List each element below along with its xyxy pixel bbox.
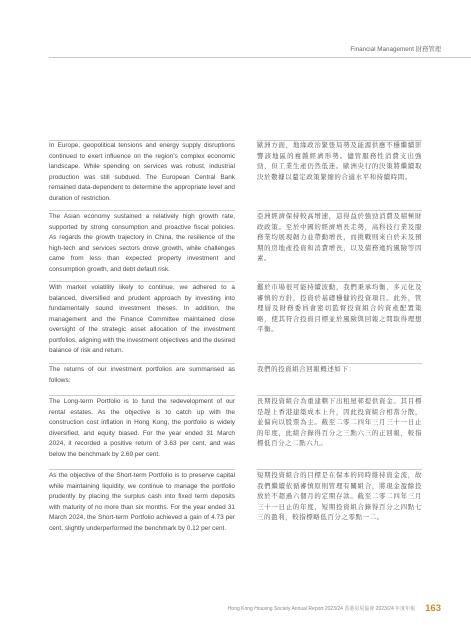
paragraph-zh: 鑑於市場很可能持續波動，我們秉承均衡、多元化及審慎的方針，投資於基礎穩健的投資項目。此外，管理層及財務委員會密切監督投資組合的資產配置策略，使其符合投資目標並於風險與回報之間取得理想平衡。 bbox=[257, 284, 422, 333]
footer-publication: Hong Kong Housing Society Annual Report 2023/24 香港房屋協會 2023/24 年度年報 bbox=[227, 606, 416, 612]
divider bbox=[49, 469, 235, 470]
paragraph-zh: 我們的投資組合回報概述如下： bbox=[257, 366, 356, 373]
divider bbox=[49, 363, 235, 364]
divider bbox=[257, 363, 422, 364]
header-divider bbox=[49, 57, 471, 58]
paragraph-en: In Europe, geopolitical tensions and energy supply disruptions continued to exert influence on the region’s complex economic landscape. While spending on services was robust, industrial production was still subdued. The European Central Bank remained data-dependent to determine the appropriate level and duration of restriction. bbox=[49, 142, 235, 202]
paragraph-zh: 亞洲經濟保持較高增速，這得益於強勁消費及積極財政政策。至於中國的經濟增長走勢，高科技行業及服務業均展現韌力並帶動增長，而挑戰則來自於未及預期的房地產投資和消費增長，以及債務違約風險等因素。 bbox=[257, 213, 422, 262]
paragraph-en: The Asian economy sustained a relatively high growth rate, supported by strong consumption and proactive fiscal policies. As regards the growth trajectory in China, the resilience of the high-tech and services sectors drove growth, while challenges came from less than expected property investment and consumption growth, and debt default risk. bbox=[49, 213, 235, 273]
divider bbox=[257, 469, 422, 470]
divider bbox=[257, 395, 422, 396]
page-footer bbox=[228, 603, 441, 614]
paragraph-en: As the objective of the Short-term Portfolio is to preserve capital while maintaining liquidity, we continue to manage the portfolio prudently by placing the surplus cash into fixed term deposits with maturity of no more than six months. For the year ended 31 March 2024, the Short-term Portfolio achieved a gain of 4.73 per cent, slightly underperformed the benchmark by 0.12 per cent. bbox=[49, 472, 235, 532]
divider bbox=[49, 395, 235, 396]
paragraph-en: The Long-term Portfolio is to fund the redevelopment of our rental estates. As the objective is to catch up with the construction cost inflation in Hong Kong, the portfolio is widely diversified, and equity biased. For the year ended 31 March 2024, it recorded a positive return of 3.63 per cent, and was below the benchmark by 2.69 per cent. bbox=[49, 398, 235, 458]
divider bbox=[49, 281, 235, 282]
paragraph-en: The returns of our investment portfolios are summarised as follows: bbox=[49, 366, 235, 384]
divider bbox=[257, 210, 422, 211]
page-number: 163 bbox=[425, 603, 441, 614]
paragraph-zh: 短期投資組合的目標是在保本的同時維持資金流，故我們繼續依循審慎原則管理有關組合，將現金盈餘投放於不超過六個月的定期存款。截至二零二四年三月三十一日止的年度，短期投資組合錄得百分之四點七三的盈利，較指標略低百分之零點一二。 bbox=[257, 472, 422, 521]
section-header: Financial Management 財務管理 bbox=[350, 46, 441, 53]
paragraph-zh: 歐洲方面，地緣政治緊張局勢及能源供應不穩繼續影響該地區的複雜經濟形勢。儘管服務性消費支出強勁，但工業生產仍然低迷。歐洲央行的決策將繼續取決於數據以釐定政策緊縮的合適水平和持續時間。 bbox=[257, 142, 422, 181]
divider bbox=[49, 210, 235, 211]
divider bbox=[257, 281, 422, 282]
paragraph-en: With market volatility likely to continue, we adhered to a balanced, diversified and prudent approach by investing into fundamentally sound investment theses. In addition, the management and the Finance Committee maintained close oversight of the strategic asset allocation of the investment portfolios, aligning with the investment objectives and the desired balance of risk and return. bbox=[49, 284, 235, 354]
paragraph-zh: 長期投資組合為重建轄下出租屋邨提供資金。其目標是趕上香港建築成本上升，因此投資組合相當分散，並偏向以股票為主。截至二零二四年三月三十一日止的年度，此組合錄得百分之三點六三的正回報，較指標低百分之二點六九。 bbox=[257, 398, 422, 447]
